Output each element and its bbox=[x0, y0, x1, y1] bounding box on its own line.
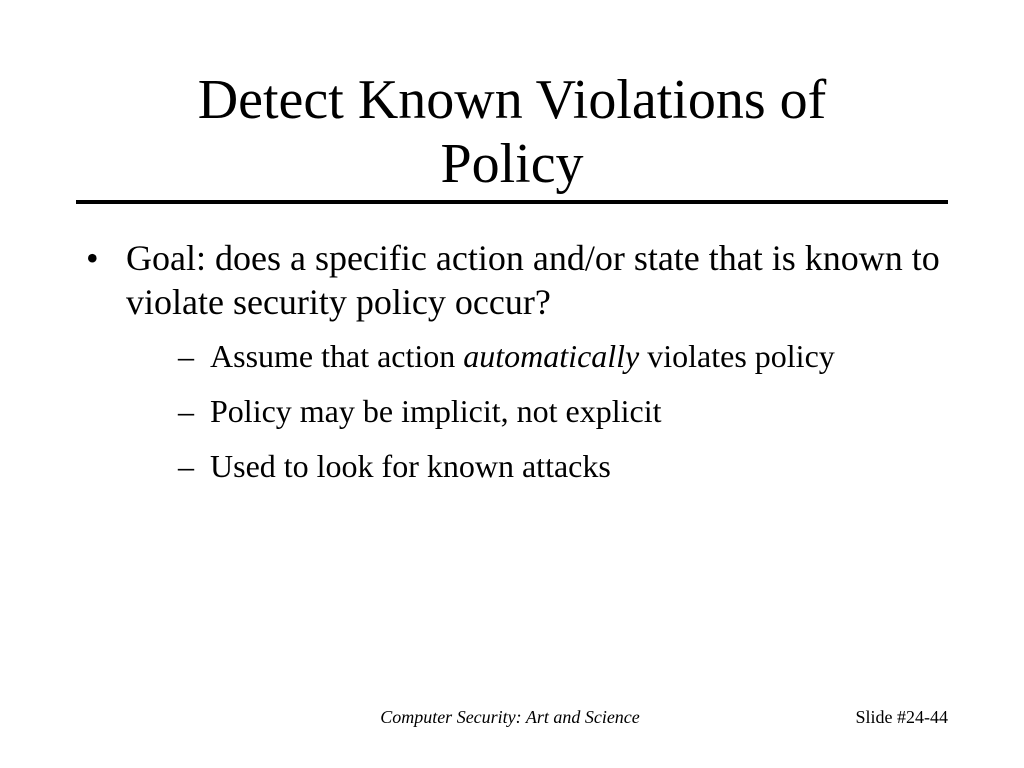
bullet-marker: • bbox=[86, 238, 99, 278]
sub-bullet-marker: – bbox=[178, 448, 194, 484]
sub-bullet-list bbox=[126, 337, 948, 485]
sub-bullet-item bbox=[126, 447, 948, 485]
footer-book-title: Computer Security: Art and Science bbox=[380, 707, 640, 727]
slide-title bbox=[76, 68, 948, 196]
sub-bullet-item bbox=[126, 337, 948, 375]
sub-bullet-text-after: violates policy bbox=[639, 338, 835, 374]
sub-bullet-marker: – bbox=[178, 393, 194, 429]
sub-bullet-emphasis: automatically bbox=[463, 338, 640, 374]
bullet-item bbox=[86, 236, 948, 485]
slide-body bbox=[86, 236, 948, 502]
slide-title-line-2: Policy bbox=[440, 133, 584, 195]
slide-title-line-1: Detect Known Violations of bbox=[197, 69, 827, 131]
sub-bullet-marker: – bbox=[178, 338, 194, 374]
sub-bullet-text: Policy may be implicit, not explicit bbox=[210, 393, 662, 429]
sub-bullet-text: Used to look for known attacks bbox=[210, 448, 611, 484]
bullet-text: Goal: does a specific action and/or state that is known to violate security policy occur? bbox=[126, 238, 940, 322]
footer-slide-number: Slide #24-44 bbox=[855, 707, 948, 727]
title-divider bbox=[76, 200, 948, 204]
sub-bullet-item bbox=[126, 392, 948, 430]
sub-bullet-text-before: Assume that action bbox=[210, 338, 464, 374]
